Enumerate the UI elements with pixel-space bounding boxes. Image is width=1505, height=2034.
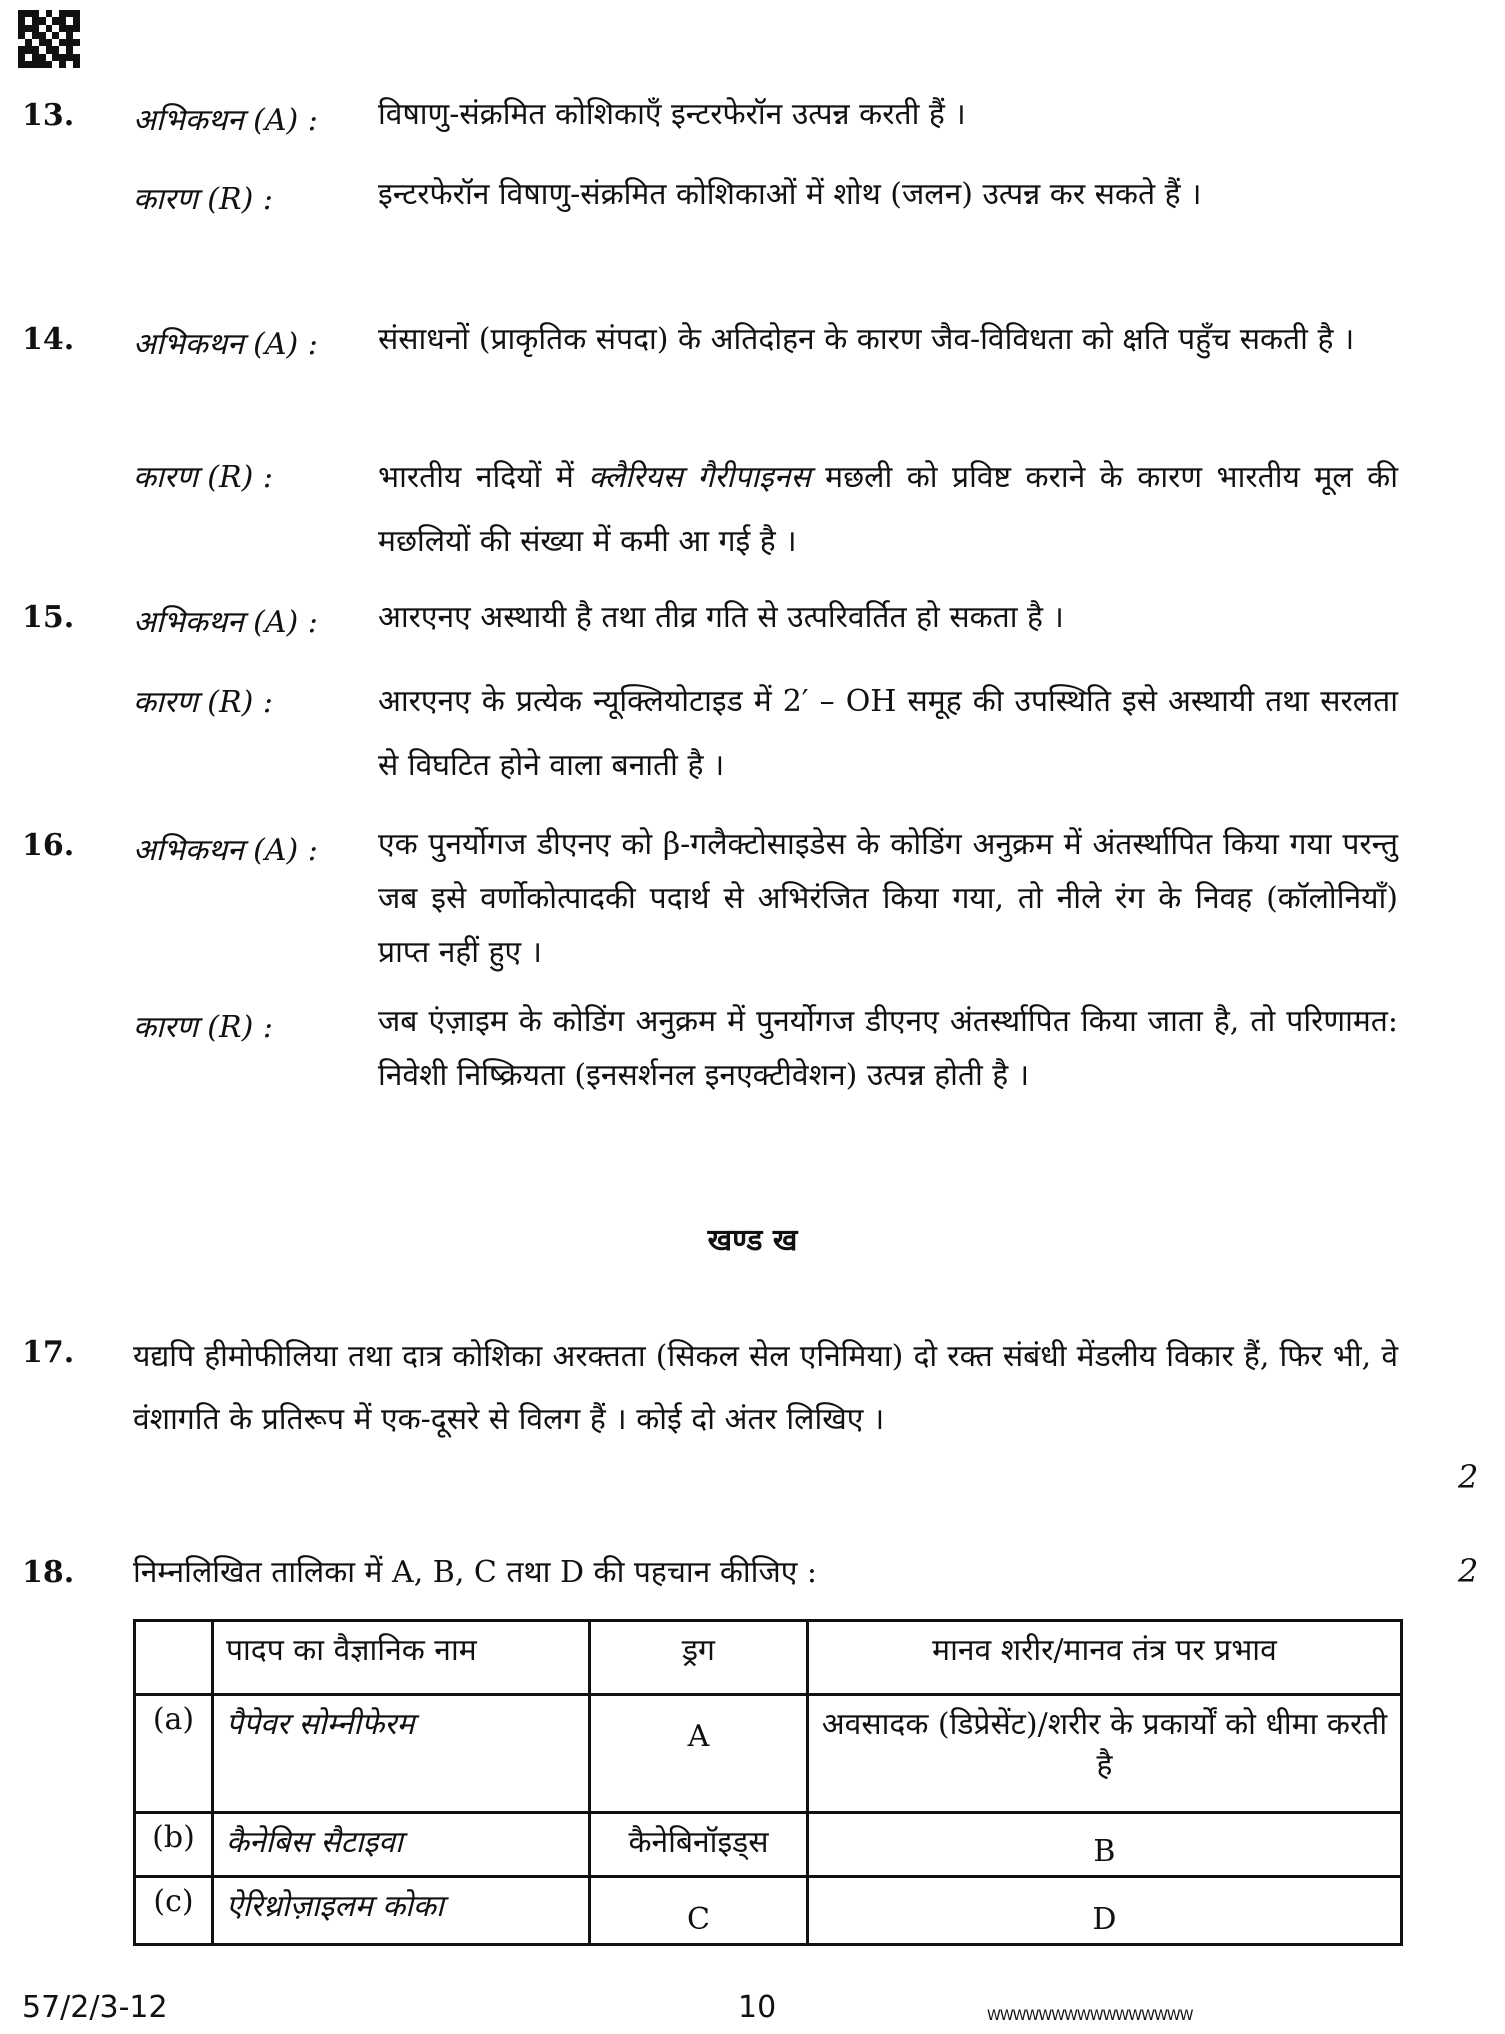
table-header-row: [135, 1621, 1402, 1695]
reason-label: कारण (R) :: [133, 182, 273, 217]
reason-label: कारण (R) :: [133, 685, 273, 720]
table-header: [135, 1621, 213, 1695]
table-row: [135, 1695, 1402, 1813]
reason-text-post: मछली को प्रविष्ट कराने के कारण भारतीय मूल की मछलियों की संख्या में कमी आ गई है ।: [378, 460, 1398, 559]
reason-label: कारण (R) :: [133, 460, 273, 495]
question-number: 15.: [22, 600, 75, 635]
question-text: निम्नलिखित तालिका में A, B, C तथा D की पहचान कीजिए :: [133, 1555, 817, 1590]
table-cell: (c): [135, 1877, 213, 1945]
question-number: 18.: [22, 1555, 75, 1590]
table-cell: कैनेबिनॉइड्स: [590, 1813, 808, 1877]
marks: 2: [1458, 1552, 1479, 1590]
table-cell: B: [807, 1813, 1401, 1877]
table-header: पादप का वैज्ञानिक नाम: [212, 1621, 589, 1695]
question-number: 14.: [22, 322, 75, 357]
question-number: 17.: [22, 1335, 75, 1370]
page-number: 10: [738, 1990, 777, 2025]
table-cell: A: [590, 1695, 808, 1813]
security-wave-line: WWWWWWWWWWWWWWWW: [987, 2008, 1193, 2024]
question-number: 16.: [22, 828, 75, 863]
table-cell: अवसादक (डिप्रेसेंट)/शरीर के प्रकार्यों को धीमा करती है: [807, 1695, 1401, 1813]
reason-label: कारण (R) :: [133, 1010, 273, 1045]
assertion-text: आरएनए अस्थायी है तथा तीव्र गति से उत्परिवर्तित हो सकता है ।: [378, 600, 1064, 635]
section-title: खण्ड ख: [707, 1223, 798, 1258]
assertion-text: संसाधनों (प्राकृतिक संपदा) के अतिदोहन के कारण जैव-विविधता को क्षति पहुँच सकती है ।: [378, 322, 1355, 357]
species-name: क्लैरियस गैरीपाइनस: [588, 460, 811, 495]
reason-text: जब एंज़ाइम के कोडिंग अनुक्रम में पुनर्योगज डीएनए अंतर्स्थापित किया जाता है, तो परिणामत: निवेशी निष्क्रियता (इनसर्शनल इनएक्टीवेशन) उत्पन्न होती है ।: [378, 1004, 1398, 1093]
table-cell: C: [590, 1877, 808, 1945]
reason-text: [378, 446, 1398, 574]
question-text: यद्यपि हीमोफीलिया तथा दात्र कोशिका अरक्तता (सिकल सेल एनिमिया) दो रक्त संबंधी मेंडलीय विकार हैं, फिर भी, वे वंशागति के प्रतिरूप में एक-दूसरे से विलग हैं । कोई दो अंतर लिखिए ।: [133, 1339, 1398, 1437]
assertion-label: अभिकथन (A) :: [133, 605, 318, 640]
assertion-text: एक पुनर्योगज डीएनए को β-गलैक्टोसाइडेस के कोडिंग अनुक्रम में अंतर्स्थापित किया गया परन्तु जब इसे वर्णोकोत्पादकी पदार्थ से अभिरंजित किया गया, तो नीले रंग के निवह (कॉलोनियाँ) प्राप्त नहीं हुए ।: [378, 827, 1398, 970]
assertion-label: अभिकथन (A) :: [133, 327, 318, 362]
assertion-label: अभिकथन (A) :: [133, 833, 318, 868]
table-cell: (a): [135, 1695, 213, 1813]
table-cell: कैनेबिस सैटाइवा: [212, 1813, 589, 1877]
table-cell: (b): [135, 1813, 213, 1877]
paper-code: 57/2/3-12: [22, 1990, 168, 2025]
table-header: मानव शरीर/मानव तंत्र पर प्रभाव: [807, 1621, 1401, 1695]
marks: 2: [1458, 1458, 1479, 1496]
reason-text: इन्टरफेरॉन विषाणु-संक्रमित कोशिकाओं में शोथ (जलन) उत्पन्न कर सकते हैं ।: [378, 177, 1202, 212]
question-number: 13.: [22, 98, 75, 133]
reason-text-pre: भारतीय नदियों में: [378, 460, 574, 495]
table-cell: D: [807, 1877, 1401, 1945]
table-cell: पैपेवर सोम्नीफेरम: [212, 1695, 589, 1813]
assertion-text: विषाणु-संक्रमित कोशिकाएँ इन्टरफेरॉन उत्पन्न करती हैं ।: [378, 97, 966, 132]
reason-text: आरएनए के प्रत्येक न्यूक्लियोटाइड में 2′ – OH समूह की उपस्थिति इसे अस्थायी तथा सरलता से विघटित होने वाला बनाती है ।: [378, 684, 1398, 783]
table-cell: ऐरिथ्रोज़ाइलम कोका: [212, 1877, 589, 1945]
drug-table: [133, 1619, 1403, 1946]
table-header: ड्रग: [590, 1621, 808, 1695]
table-row: [135, 1813, 1402, 1877]
table-row: [135, 1877, 1402, 1945]
assertion-label: अभिकथन (A) :: [133, 103, 318, 138]
qr-code-icon: [18, 10, 80, 68]
